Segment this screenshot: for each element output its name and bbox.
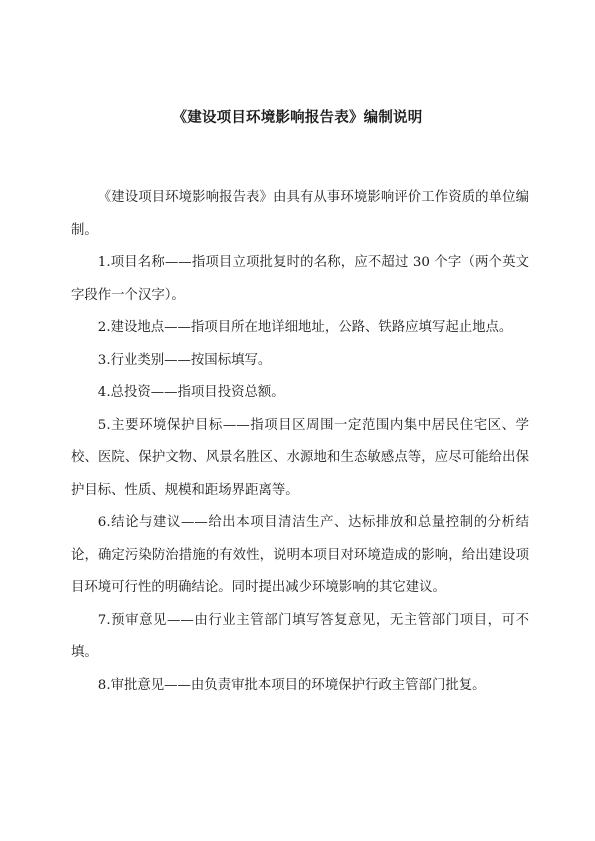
item-industry-category: 3.行业类别——按国标填写。 — [97, 352, 272, 368]
item-protection-targets: 5.主要环境保护目标——指项目区周围一定范围内集中居民住宅区、学校、医院、保护文物、风景名胜区、水源地和生态敏感点等，应尽可能给出保护目标、性质、规模和距场界距离等。 — [71, 417, 529, 498]
intro-paragraph: 《建设项目环境影响报告表》由具有从事环境影响评价工作资质的单位编制。 — [71, 190, 529, 238]
item-project-name: 1.项目名称——指项目立项批复时的名称，应不超过 30 个字（两个英文字段作一个汉字）。 — [71, 255, 529, 303]
item-approval-opinion: 8.审批意见——由负责审批本项目的环境保护行政主管部门批复。 — [97, 677, 486, 693]
document-body — [71, 182, 529, 702]
item-conclusions: 6.结论与建议——给出本项目清洁生产、达标排放和总量控制的分析结论，确定污染防治措施的有效性，说明本项目对环境造成的影响，给出建设项目环境可行性的明确结论。同时提出减少环境影响的其它建议。 — [71, 515, 529, 595]
item-pre-review-opinion: 7.预审意见——由行业主管部门填写答复意见，无主管部门项目，可不填。 — [71, 612, 529, 660]
item-construction-site: 2.建设地点——指项目所在地详细地址，公路、铁路应填写起止地点。 — [97, 320, 513, 335]
document-title: 《建设项目环境影响报告表》编制说明 — [172, 110, 423, 126]
item-total-investment: 4.总投资——指项目投资总额。 — [97, 385, 285, 400]
